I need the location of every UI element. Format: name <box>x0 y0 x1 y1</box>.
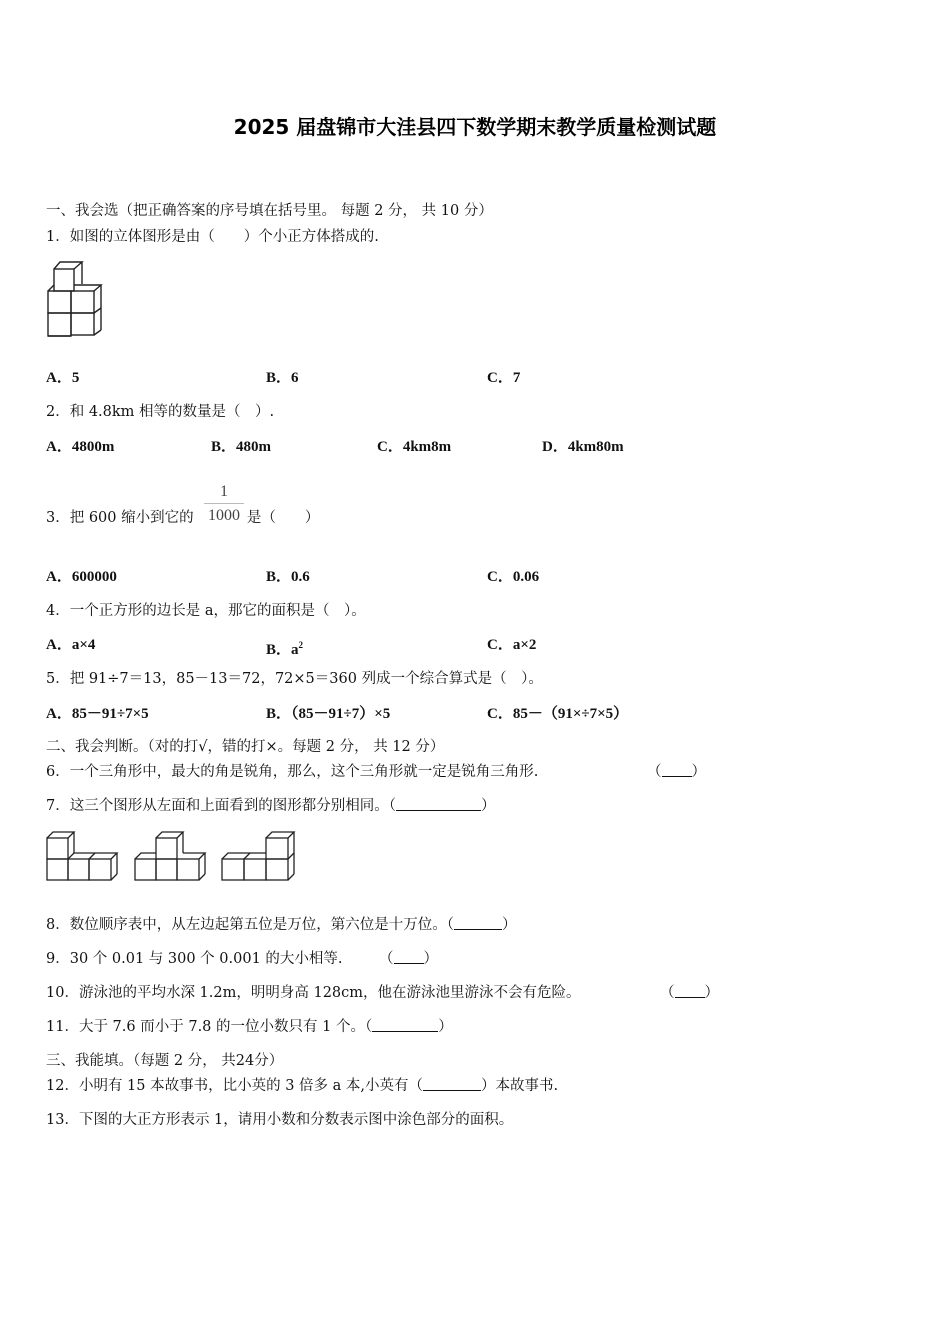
question-7-text <box>46 796 495 816</box>
question-3-text <box>46 508 319 528</box>
q10-paren-open: （ <box>660 985 675 1001</box>
q3-option-b[interactable]: B．0.6 <box>266 569 310 585</box>
q8-text: 8．数位顺序表中，从左边起第五位是万位，第六位是十万位。（ <box>46 917 454 933</box>
q1-option-c[interactable]: C．7 <box>487 370 521 386</box>
question-1-text: 1．如图的立体图形是由（ ）个小正方体搭成的. <box>46 229 379 245</box>
cube-figure-right-tall <box>220 829 298 883</box>
q9-blank-line[interactable] <box>394 949 424 964</box>
section-heading-2: 二、我会判断。（对的打√，错的打×。每题 2 分， 共 12 分） <box>46 739 445 755</box>
fraction-one-thousandth <box>202 482 246 526</box>
stacked-cubes-figure <box>46 260 116 342</box>
page-title: 2025 届盘锦市大洼县四下数学期末教学质量检测试题 <box>233 115 717 139</box>
q6-paren-close: ） <box>691 764 706 780</box>
q11-text: 11．大于 7.6 而小于 7.8 的一位小数只有 1 个。（ <box>46 1019 373 1035</box>
q3-text-after: 是（ ） <box>246 510 320 526</box>
q9-paren-open: （ <box>379 951 394 967</box>
q8-blank-line[interactable] <box>454 915 502 930</box>
q9-answer-blank[interactable] <box>379 949 438 969</box>
question-9-text: 9．30 个 0.01 与 300 个 0.001 的大小相等. <box>46 951 343 967</box>
q6-blank-line[interactable] <box>662 762 692 777</box>
question-10-text: 10．游泳池的平均水深 1.2m，明明身高 128cm，他在游泳池里游泳不会有危险。 <box>46 985 581 1001</box>
q3-option-a[interactable]: A．600000 <box>46 569 117 585</box>
q2-option-b[interactable]: B．480m <box>211 439 272 455</box>
question-11-text <box>46 1017 453 1037</box>
q5-option-b[interactable]: B．（85－91÷7）×5 <box>266 706 391 722</box>
q4-option-c[interactable]: C．a×2 <box>487 637 537 653</box>
fraction-bar <box>204 503 244 504</box>
question-4-text: 4．一个正方形的边长是 a，那它的面积是（ ）。 <box>46 603 366 619</box>
question-2-text: 2．和 4.8km 相等的数量是（ ）. <box>46 404 275 420</box>
q8-paren-close: ） <box>501 917 517 933</box>
section-heading-1: 一、我会选（把正确答案的序号填在括号里。 每题 2 分， 共 10 分） <box>46 203 493 219</box>
q6-paren-open: （ <box>647 764 662 780</box>
q10-blank-line[interactable] <box>675 983 705 998</box>
question-13-text: 13．下图的大正方形表示 1，请用小数和分数表示图中涂色部分的面积。 <box>46 1112 514 1128</box>
q2-option-d[interactable]: D．4km80m <box>542 439 624 455</box>
fraction-numerator: 1 <box>220 483 228 500</box>
question-8-text <box>46 915 516 935</box>
q12-blank-line[interactable] <box>423 1076 481 1091</box>
q6-answer-blank[interactable] <box>647 762 706 782</box>
cube-figure-left-tall <box>46 829 124 883</box>
q3-option-c[interactable]: C．0.06 <box>487 569 540 585</box>
q10-paren-close: ） <box>704 985 719 1001</box>
q9-paren-close: ） <box>423 951 438 967</box>
q12-text-after: ）本故事书. <box>481 1078 559 1094</box>
q2-option-a[interactable]: A．4800m <box>46 439 115 455</box>
q7-paren-close: ） <box>480 798 496 814</box>
q12-text-before: 12．小明有 15 本故事书，比小英的 3 倍多 a 本,小英有（ <box>46 1078 424 1094</box>
q1-option-b[interactable]: B．6 <box>266 370 299 386</box>
fraction-denominator: 1000 <box>208 507 240 524</box>
question-5-text: 5．把 91÷7＝13，85－13＝72，72×5＝360 列成一个综合算式是（ ）。 <box>46 671 543 687</box>
q7-text: 7．这三个图形从左面和上面看到的图形都分别相同。（ <box>46 798 396 814</box>
cube-figure-middle-tall <box>134 829 212 883</box>
q10-answer-blank[interactable] <box>660 983 719 1003</box>
q11-paren-close: ） <box>438 1019 453 1035</box>
section-heading-3: 三、我能填。（每题 2 分， 共24分） <box>46 1053 284 1069</box>
question-6-text: 6．一个三角形中，最大的角是锐角，那么，这个三角形就一定是锐角三角形. <box>46 764 539 780</box>
q4-option-b-base: B．a <box>266 642 299 658</box>
q5-option-a[interactable]: A．85－91÷7×5 <box>46 706 149 722</box>
q5-option-c[interactable]: C．85－（91×÷7×5） <box>487 706 629 722</box>
q4-option-b-exponent: 2 <box>298 640 304 650</box>
q4-option-a[interactable]: A．a×4 <box>46 637 96 653</box>
q7-blank-line[interactable] <box>396 796 481 811</box>
q4-option-b[interactable] <box>266 635 303 660</box>
q2-option-c[interactable]: C．4km8m <box>377 439 452 455</box>
q1-option-a[interactable]: A．5 <box>46 370 80 386</box>
question-12-text <box>46 1076 558 1096</box>
q11-blank-line[interactable] <box>372 1017 438 1032</box>
q3-text-before: 3．把 600 缩小到它的 <box>46 510 194 526</box>
